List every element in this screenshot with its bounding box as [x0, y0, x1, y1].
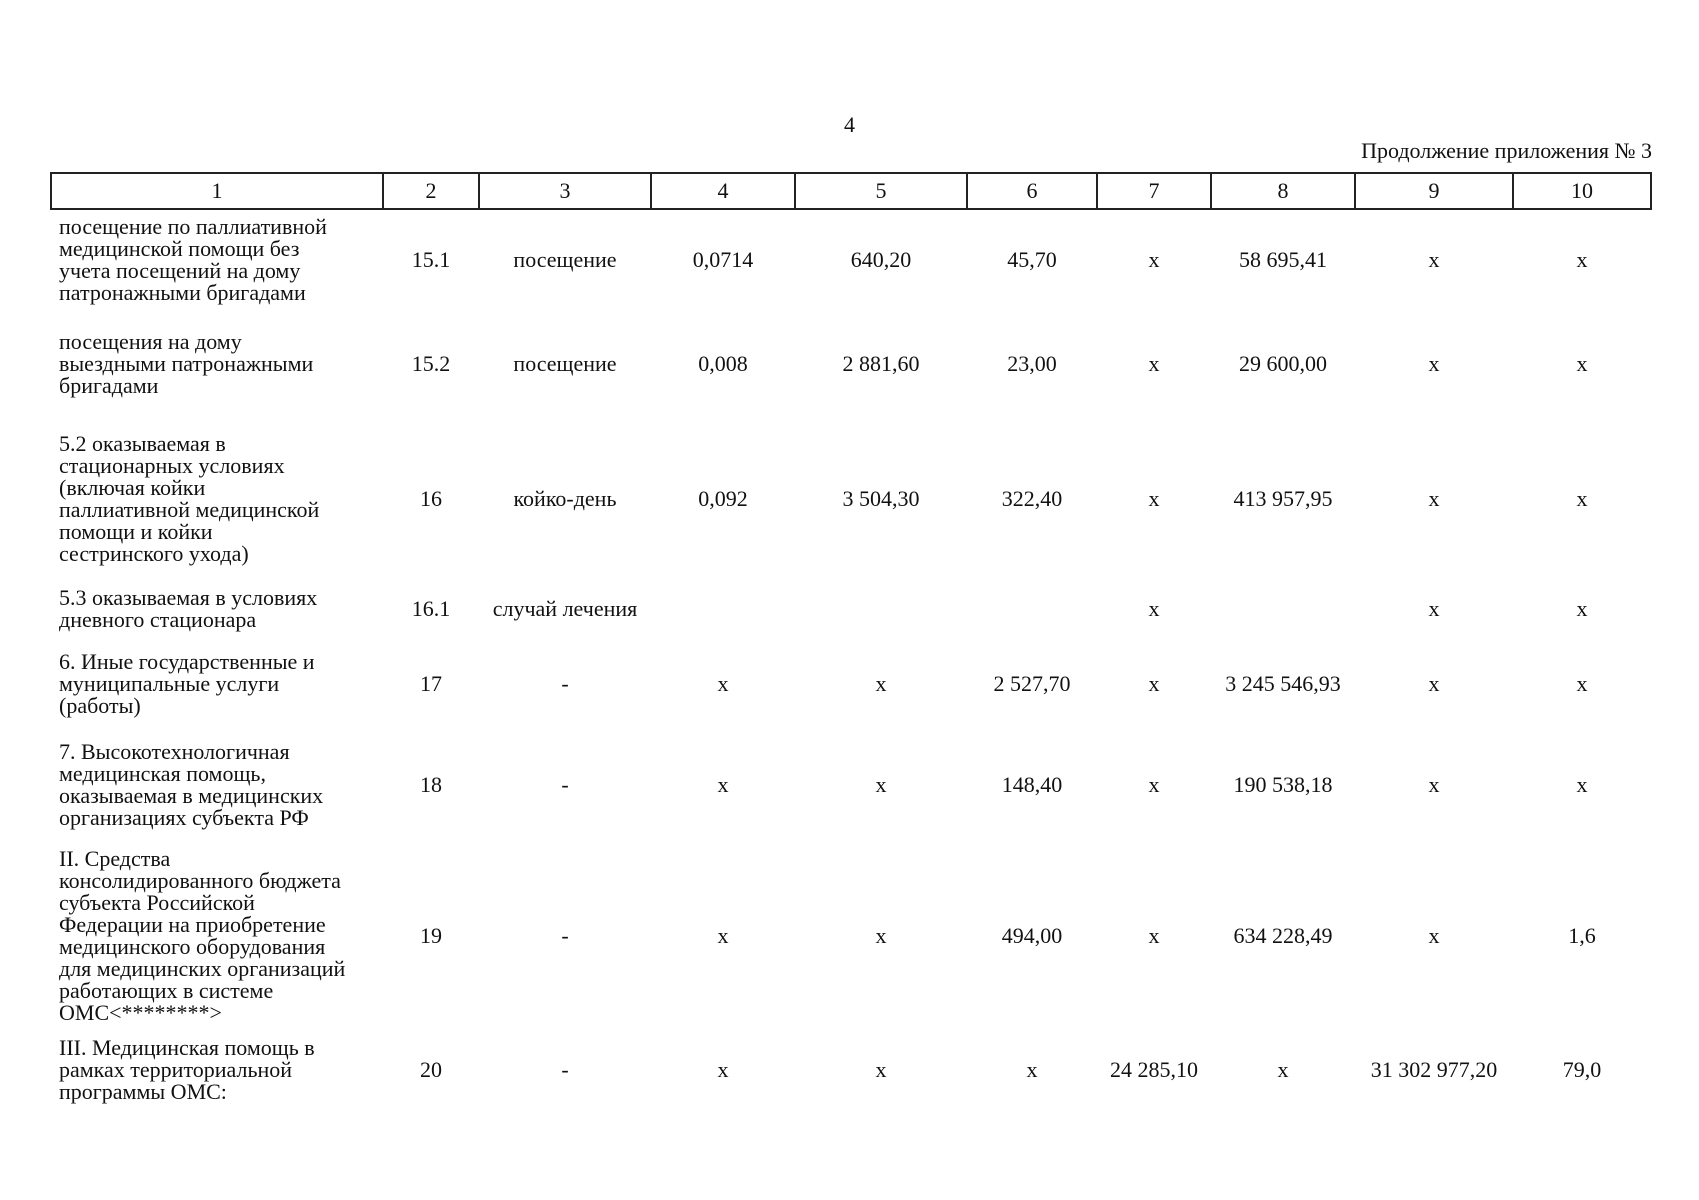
column-number: 8: [1211, 173, 1355, 209]
row-code: 20: [420, 1057, 442, 1082]
row-code: 17: [420, 671, 442, 696]
description-line: посещение по паллиативной: [59, 213, 327, 239]
description-line: программы ОМС:: [59, 1079, 227, 1104]
row-unit: койко-день: [513, 486, 617, 511]
cell-col-8: 634 228,49: [1233, 923, 1333, 948]
cell-col-4: 0,0714: [692, 246, 754, 272]
cell-col-8: 58 695,41: [1239, 246, 1327, 272]
appendix-table: [50, 172, 1652, 1109]
cell-col-6: 322,40: [1001, 486, 1063, 511]
description-line: Федерации на приобретение: [59, 912, 326, 937]
column-number: 5: [795, 173, 967, 209]
cell-col-8: 3 245 546,93: [1225, 671, 1341, 696]
description-line: стационарных условиях: [59, 453, 285, 478]
table-row: [51, 309, 1651, 419]
cell-col-10: x: [1576, 246, 1588, 272]
description-line: субъекта Российской: [59, 890, 255, 915]
cell-col-7: x: [1148, 923, 1160, 948]
row-unit: посещение: [513, 351, 617, 376]
description-line: рамках территориальной: [59, 1057, 293, 1082]
description-line: консолидированного бюджета: [59, 868, 341, 893]
cell-col-8: 29 600,00: [1239, 351, 1327, 376]
column-number: 1: [51, 173, 383, 209]
cell-col-5: x: [875, 671, 887, 696]
appendix-note: Продолжение приложения № 3: [1361, 138, 1652, 163]
cell-col-7: x: [1148, 351, 1160, 376]
description-line: организациях субъекта РФ: [59, 805, 309, 830]
column-number: 7: [1097, 173, 1211, 209]
description-line: оказываемая в медицинских: [59, 783, 324, 808]
cell-col-5: 3 504,30: [842, 486, 920, 511]
row-description: [51, 1031, 383, 1109]
row-code: 19: [420, 923, 442, 948]
description-line: III. Медицинская помощь в: [59, 1035, 315, 1060]
cell-col-4: x: [717, 772, 729, 797]
cell-col-10: x: [1576, 486, 1588, 511]
table-row: [51, 639, 1651, 729]
cell-col-8: [1211, 579, 1355, 639]
cell-col-10: x: [1576, 596, 1588, 621]
column-number: 4: [651, 173, 795, 209]
table-row: [51, 729, 1651, 841]
description-line: муниципальные услуги: [59, 671, 280, 696]
table-row: [51, 841, 1651, 1031]
cell-col-7: x: [1148, 596, 1160, 621]
row-code: 16: [420, 486, 442, 511]
cell-col-4: x: [717, 923, 729, 948]
cell-col-8: 190 538,18: [1233, 772, 1333, 797]
cell-col-9: x: [1428, 596, 1440, 621]
cell-col-10: x: [1576, 351, 1588, 376]
cell-col-6: 2 527,70: [993, 671, 1071, 696]
row-code: 15.2: [411, 351, 451, 376]
cell-col-5: 2 881,60: [842, 351, 920, 376]
cell-col-6: 494,00: [1001, 923, 1063, 948]
cell-col-10: 79,0: [1562, 1057, 1602, 1082]
description-line: 5.2 оказываемая в: [59, 431, 226, 456]
row-code: 18: [420, 772, 442, 797]
description-line: 7. Высокотехнологичная: [59, 739, 290, 764]
row-unit: посещение: [513, 246, 617, 272]
description-line: медицинская помощь,: [59, 761, 266, 786]
description-line: (работы): [59, 693, 141, 718]
column-number-row: [51, 173, 1651, 209]
row-unit: -: [561, 1057, 569, 1082]
description-line: учета посещений на дому: [59, 257, 301, 283]
description-line: паллиативной медицинской: [59, 497, 320, 522]
description-line: ОМС<********>: [59, 1000, 222, 1025]
cell-col-6: [967, 579, 1097, 639]
description-line: патронажными бригадами: [59, 279, 306, 305]
row-unit: -: [561, 923, 569, 948]
cell-col-4: [651, 579, 795, 639]
cell-col-4: x: [717, 1057, 729, 1082]
cell-col-10: x: [1576, 671, 1588, 696]
cell-col-4: x: [717, 671, 729, 696]
cell-col-5: [795, 579, 967, 639]
page-number: 4: [844, 112, 855, 137]
row-description: [51, 841, 383, 1031]
description-line: дневного стационара: [59, 607, 257, 632]
cell-col-10: 1,6: [1568, 923, 1596, 948]
description-line: выездными патронажными: [59, 351, 314, 376]
cell-col-9: x: [1428, 246, 1440, 272]
cell-col-6: 45,70: [1007, 246, 1057, 272]
cell-col-9: x: [1428, 486, 1440, 511]
table-row: [51, 579, 1651, 639]
column-number: 6: [967, 173, 1097, 209]
row-description: [51, 639, 383, 729]
cell-col-8: 413 957,95: [1233, 486, 1333, 511]
row-description: [51, 419, 383, 579]
description-line: помощи и койки: [59, 519, 213, 544]
row-description: [51, 729, 383, 841]
cell-col-7: x: [1148, 246, 1160, 272]
description-line: для медицинских организаций: [59, 956, 346, 981]
cell-col-9: x: [1428, 351, 1440, 376]
cell-col-7: x: [1148, 671, 1160, 696]
cell-col-5: 640,20: [850, 246, 912, 272]
cell-col-6: x: [1026, 1057, 1038, 1082]
cell-col-9: x: [1428, 671, 1440, 696]
description-line: II. Средства: [59, 846, 171, 871]
cell-col-5: x: [875, 1057, 887, 1082]
cell-col-9: 31 302 977,20: [1370, 1057, 1498, 1082]
row-unit: -: [561, 772, 569, 797]
row-description: [51, 309, 383, 419]
row-description: [51, 579, 383, 639]
description-line: 6. Иные государственные и: [59, 649, 315, 674]
cell-col-5: x: [875, 772, 887, 797]
cell-col-9: x: [1428, 923, 1440, 948]
table-row: [51, 419, 1651, 579]
description-line: медицинского оборудования: [59, 934, 326, 959]
column-number: 10: [1513, 173, 1651, 209]
description-line: (включая койки: [59, 475, 206, 500]
cell-col-8: x: [1277, 1057, 1289, 1082]
cell-col-5: x: [875, 923, 887, 948]
cell-col-6: 23,00: [1007, 351, 1057, 376]
table-row: [51, 209, 1651, 309]
cell-col-4: 0,008: [698, 351, 748, 376]
cell-col-7: 24 285,10: [1110, 1057, 1198, 1082]
cell-col-4: 0,092: [698, 486, 748, 511]
row-unit: случай лечения: [492, 596, 638, 621]
description-line: 5.3 оказываемая в условиях: [59, 585, 318, 610]
row-description: [51, 209, 383, 309]
cell-col-9: x: [1428, 772, 1440, 797]
row-code: 15.1: [411, 246, 451, 272]
cell-col-7: x: [1148, 772, 1160, 797]
description-line: сестринского ухода): [59, 541, 249, 566]
table-row: [51, 1031, 1651, 1109]
row-code: 16.1: [411, 596, 451, 621]
description-line: медицинской помощи без: [59, 235, 300, 261]
description-line: бригадами: [59, 373, 159, 398]
cell-col-6: 148,40: [1001, 772, 1063, 797]
column-number: 2: [383, 173, 479, 209]
column-number: 3: [479, 173, 651, 209]
cell-col-10: x: [1576, 772, 1588, 797]
row-unit: -: [561, 671, 569, 696]
description-line: работающих в системе: [59, 978, 274, 1003]
cell-col-7: x: [1148, 486, 1160, 511]
description-line: посещения на дому: [59, 329, 242, 354]
column-number: 9: [1355, 173, 1513, 209]
